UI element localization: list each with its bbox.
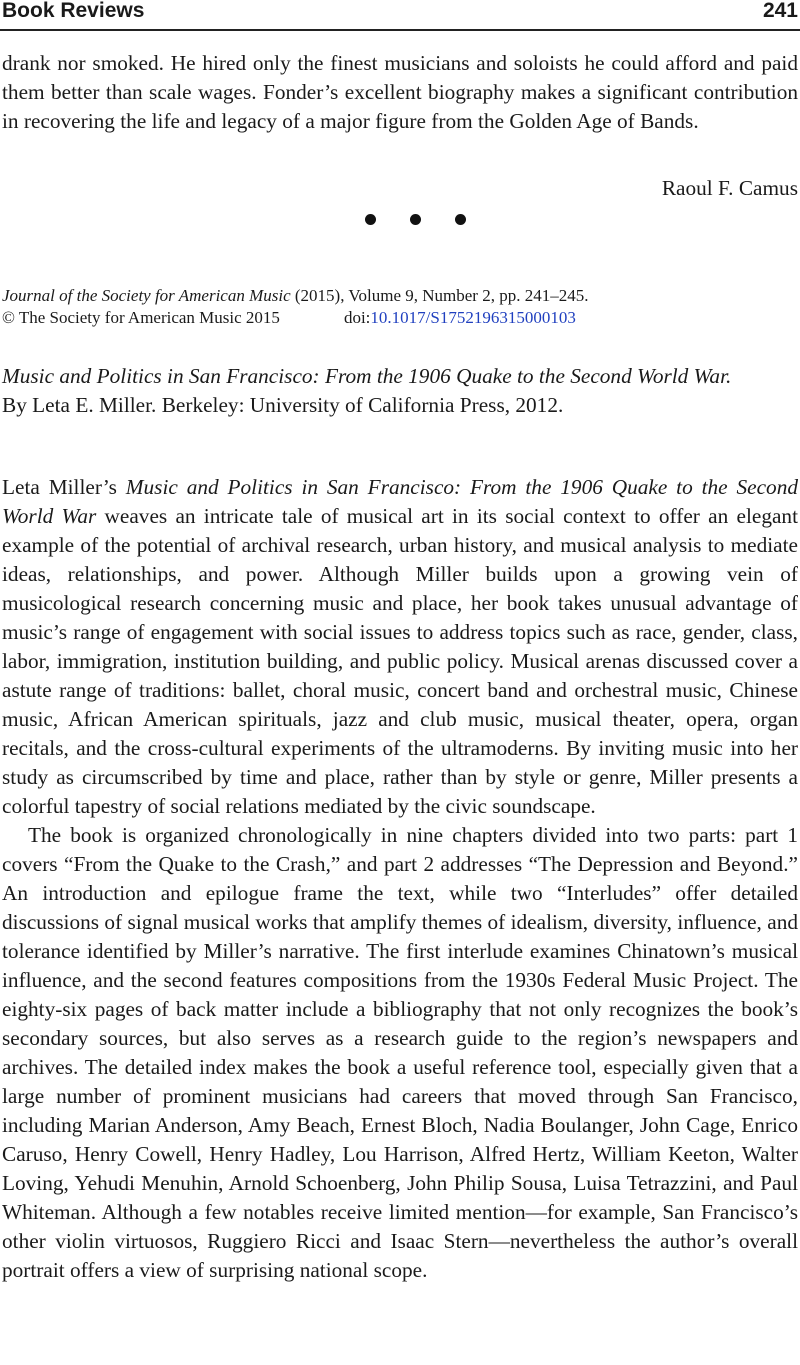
doi-link[interactable]: 10.1017/S1752196315000103 (370, 308, 576, 327)
separator-dot (455, 214, 466, 225)
book-title: Music and Politics in San Francisco: From the 1906 Quake to the Second World War. (2, 364, 732, 388)
paragraph-text: weaves an intricate tale of musical art in its social context to offer an elegant example of the potential of archival research, urban history, and musical analysis to mediate ideas, relationships, and power. Although Miller builds upon a growing vein of musicological research concerning music and place, her book takes unusual advantage of music’s range of engagement with social issues to address topics such as race, gender, class, labor, immigration, institution building, and public policy. Musical arenas discussed cover a astute range of traditions: ballet, choral music, concert band and orchestral music, Chinese music, African American spirituals, jazz and club music, musical theater, opera, organ recitals, and the cross-cultural experiments of the ultramoderns. By inviting music into her study as circumscribed by time and place, rather than by style or genre, Miller presents a colorful tapestry of social relations mediated by the civic soundscape. (2, 504, 798, 818)
book-author-publisher: By Leta E. Miller. Berkeley: University of California Press, 2012. (2, 393, 564, 417)
page-number: 241 (762, 0, 798, 22)
running-head-title: Book Reviews (2, 0, 145, 22)
running-head (0, 0, 800, 26)
article-metadata (2, 285, 798, 329)
reviewed-book-citation (2, 362, 798, 420)
book-title-inline: Music and Politics in San Francisco: From the 1906 Quake to the Second World War (2, 475, 798, 528)
review-body (2, 473, 798, 1285)
journal-issue: (2015), Volume 9, Number 2, pp. 241–245. (294, 286, 589, 305)
doi-label: doi: (343, 308, 371, 327)
header-rule (0, 29, 800, 31)
reviewer-signature: Raoul F. Camus (661, 176, 798, 200)
review-paragraph-1 (2, 473, 798, 821)
separator-dot (410, 214, 421, 225)
review-paragraph-2: The book is organized chronologically in nine chapters divided into two parts: part 1 covers “From the Quake to the Crash,” and part 2 addresses “The Depression and Beyond.” An introduction and epilogue frame the text, while two “Interludes” offer detailed discussions of signal musical works that amplify themes of idealism, diversity, influence, and tolerance identified by Miller’s narrative. The first interlude examines Chinatown’s musical influence, and the second features compositions from the 1930s Federal Music Project. The eighty-six pages of back matter include a bibliography that not only recognizes the book’s secondary sources, but also serves as a research guide to the region’s newspapers and archives. The detailed index makes the book a useful reference tool, especially given that a large number of prominent musicians had careers that moved through San Francisco, including Marian Anderson, Amy Beach, Ernest Bloch, Nadia Boulanger, John Cage, Enrico Caruso, Henry Cowell, Henry Hadley, Lou Harrison, Alfred Hertz, William Keeton, Walter Loving, Yehudi Menuhin, Arnold Schoenberg, John Philip Sousa, Luisa Tetrazzini, and Paul Whiteman. Although a few notables receive limited mention—for example, San Francisco’s other violin virtuosos, Ruggiero Ricci and Isaac Stern—nevertheless the author’s overall portrait offers a view of surprising national scope. (2, 823, 798, 1282)
journal-name: Journal of the Society for American Music (2, 286, 291, 305)
previous-review-ending: drank nor smoked. He hired only the finest musicians and soloists he could afford and paid them better than scale wages. Fonder’s excellent biography makes a significant contribution in recovering the life and legacy of a major figure from the Golden Age of Bands. (2, 51, 798, 133)
paragraph-lead: Leta Miller’s (2, 475, 126, 499)
copyright-notice: © The Society for American Music 2015 (2, 308, 280, 327)
journal-citation (2, 285, 798, 307)
separator-dot (365, 214, 376, 225)
copyright-doi-line (2, 307, 798, 329)
section-separator-dots (0, 206, 800, 231)
